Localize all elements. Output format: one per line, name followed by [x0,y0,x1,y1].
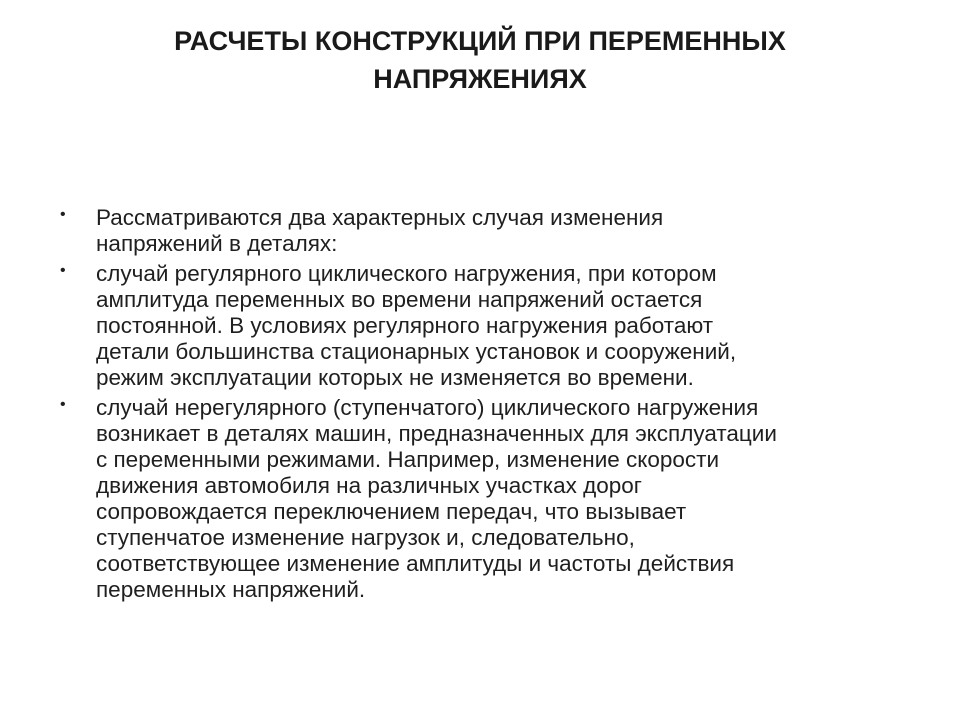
bullet-icon: • [60,396,66,413]
bullet-item-3 [58,395,918,603]
bullet-2-line-4: детали большинства стационарных установок и сооружений, [96,339,737,364]
bullet-text [96,261,918,391]
bullet-3-line-7: соответствующее изменение амплитуды и частоты действия [96,551,735,576]
bullet-2-line-1: случай регулярного циклического нагружения, при котором [96,261,717,286]
bullet-3-line-2: возникает в деталях машин, предназначенных для эксплуатации [96,421,777,446]
bullet-2-line-5: режим эксплуатации которых не изменяется во времени. [96,365,694,390]
bullet-item-2 [58,261,918,391]
bullet-3-line-5: сопровождается переключением передач, что вызывает [96,499,687,524]
bullet-2-line-2: амплитуда переменных во времени напряжений остается [96,287,703,312]
bullet-3-line-1: случай нерегулярного (ступенчатого) циклического нагружения [96,395,759,420]
slide-title [60,22,900,98]
bullet-item-1 [58,205,918,257]
bullet-1-line-1: Рассматриваются два характерных случая изменения [96,205,664,230]
bullet-list [58,205,918,607]
bullet-3-line-6: ступенчатое изменение нагрузок и, следовательно, [96,525,635,550]
bullet-1-line-2: напряжений в деталях: [96,231,338,256]
bullet-icon: • [60,262,66,279]
bullet-3-line-8: переменных напряжений. [96,577,366,602]
title-line-2: НАПРЯЖЕНИЯХ [373,64,587,94]
title-line-1: РАСЧЕТЫ КОНСТРУКЦИЙ ПРИ ПЕРЕМЕННЫХ [174,26,786,56]
bullet-3-line-4: движения автомобиля на различных участках дорог [96,473,642,498]
bullet-icon: • [60,206,66,223]
bullet-text [96,205,918,257]
bullet-2-line-3: постоянной. В условиях регулярного нагружения работают [96,313,714,338]
bullet-text [96,395,918,603]
bullet-3-line-3: с переменными режимами. Например, изменение скорости [96,447,720,472]
